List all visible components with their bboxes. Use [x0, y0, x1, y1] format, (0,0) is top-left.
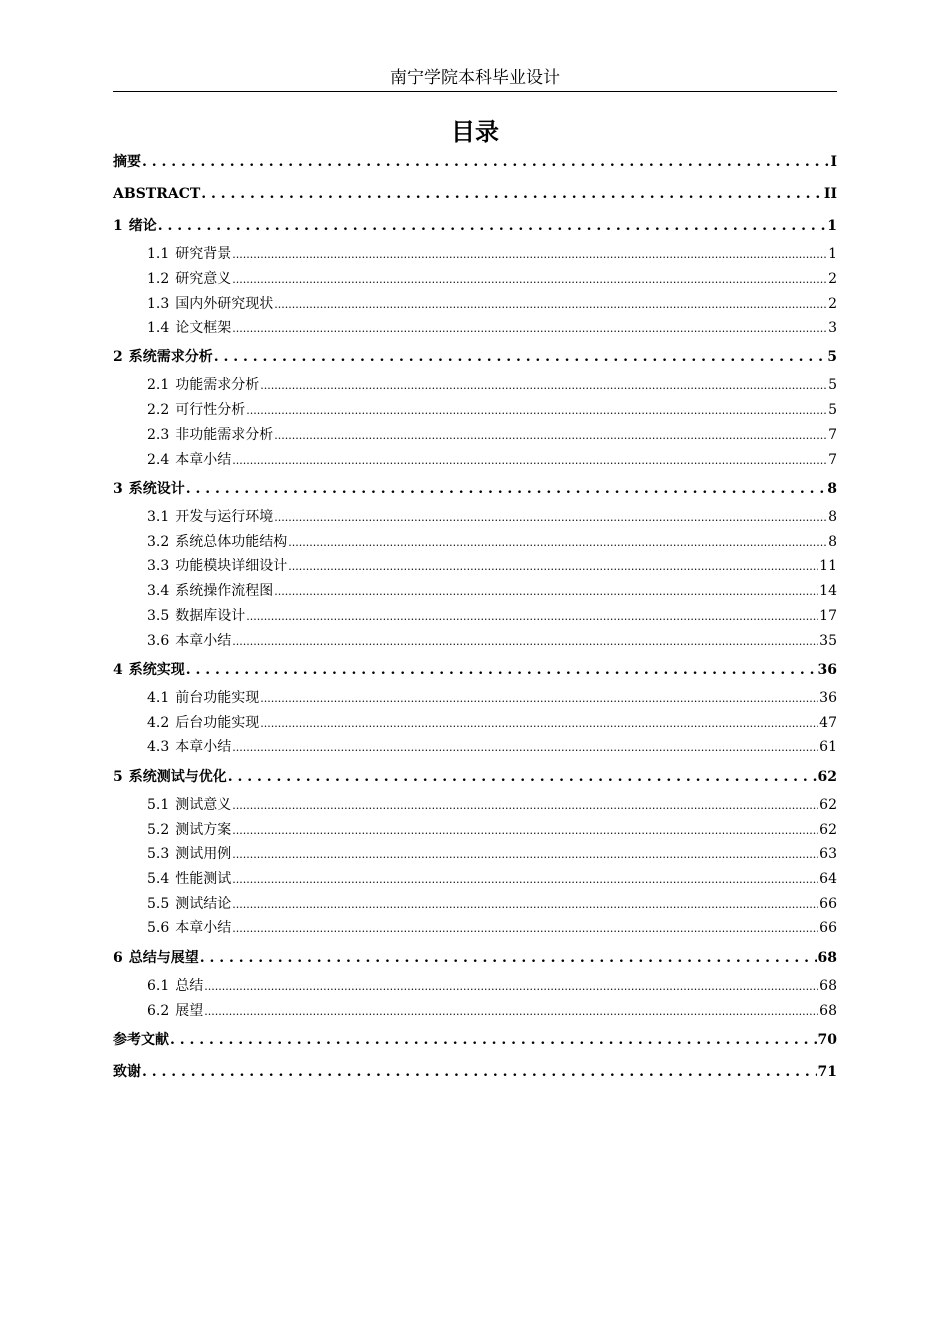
toc-entry-text: 前台功能实现: [175, 690, 260, 706]
toc-entry-number: 4: [113, 662, 123, 678]
toc-entry-text: 展望: [175, 1003, 204, 1019]
toc-entry-number: 5: [113, 769, 123, 785]
toc-dot-leader: [274, 581, 818, 602]
toc-entry-label: [147, 737, 231, 757]
toc-entry[interactable]: [113, 347, 837, 367]
toc-entry-text: 测试用例: [175, 846, 232, 862]
toc-page-number: 70: [817, 1032, 837, 1048]
toc-entry[interactable]: [147, 375, 837, 395]
toc-entry-text: 测试结论: [175, 896, 232, 912]
toc-entry[interactable]: [147, 737, 837, 757]
toc-entry-number: 1.4: [147, 320, 170, 336]
toc-entry[interactable]: [147, 450, 837, 470]
toc-entry-label: [147, 606, 245, 626]
toc-entry-text: 系统实现: [128, 662, 185, 678]
toc-entry[interactable]: [147, 269, 837, 289]
toc-entry-text: 研究背景: [175, 246, 232, 262]
toc-entry-label: [113, 347, 213, 367]
toc-page-number: 62: [817, 769, 837, 785]
toc-entry-number: 2.2: [147, 402, 170, 418]
toc-entry[interactable]: [113, 152, 837, 172]
toc-entry[interactable]: [147, 294, 837, 314]
toc-page-number: 3: [828, 320, 837, 336]
toc-entry[interactable]: [147, 581, 837, 601]
toc-title: 目录: [451, 118, 499, 146]
toc-entry[interactable]: [113, 216, 837, 236]
toc-entry-number: 1.3: [147, 296, 170, 312]
toc-entry-text: 本章小结: [175, 633, 232, 649]
toc-entry-number: 3.4: [147, 583, 170, 599]
toc-entry-number: 3.6: [147, 633, 170, 649]
toc-entry-label: [113, 948, 199, 968]
toc-entry[interactable]: [147, 556, 837, 576]
toc-entry-number: 1: [113, 218, 123, 234]
toc-entry-label: [147, 918, 231, 938]
toc-entry-label: [147, 1001, 203, 1021]
toc-page-number: 68: [819, 978, 837, 994]
toc-page-number: 5: [828, 402, 837, 418]
toc-dot-leader: [186, 479, 827, 499]
toc-entry-label: [147, 244, 231, 264]
toc-page-number: 8: [827, 481, 837, 497]
toc-entry-text: 国内外研究现状: [175, 296, 274, 312]
toc-dot-leader: [246, 400, 827, 421]
toc-page-number: 7: [828, 427, 837, 443]
toc-dot-leader: [232, 795, 818, 816]
toc-page-number: 35: [819, 633, 837, 649]
toc-entry-text: 测试意义: [175, 797, 232, 813]
toc-dot-leader: [260, 375, 827, 396]
toc-entry[interactable]: [147, 688, 837, 708]
toc-entry-label: [113, 767, 227, 787]
toc-dot-leader: [232, 244, 827, 265]
toc-entry-text: 非功能需求分析: [175, 427, 274, 443]
toc-dot-leader: [232, 318, 827, 339]
toc-entry-label: [147, 269, 231, 289]
toc-entry[interactable]: [147, 713, 837, 733]
toc-entry-text: 数据库设计: [175, 608, 246, 624]
toc-dot-leader: [214, 347, 827, 367]
toc-entry-label: [147, 318, 231, 338]
toc-entry-text: 开发与运行环境: [175, 509, 274, 525]
toc-entry[interactable]: [113, 1062, 837, 1082]
toc-page-number: 63: [819, 846, 837, 862]
toc-page-number: 66: [819, 896, 837, 912]
toc-dot-leader: [170, 1030, 817, 1050]
toc-entry-number: 3.3: [147, 558, 170, 574]
toc-page-number: 8: [828, 509, 837, 525]
toc-entry-number: 3.5: [147, 608, 170, 624]
toc-dot-leader: [288, 532, 827, 553]
toc-entry[interactable]: [147, 894, 837, 914]
toc-entry-text: 绪论: [128, 218, 157, 234]
toc-entry-number: 5.3: [147, 846, 170, 862]
toc-page-number: 7: [828, 452, 837, 468]
toc-entry[interactable]: [147, 318, 837, 338]
toc-dot-leader: [142, 1062, 817, 1082]
toc-entry-text: ABSTRACT: [113, 186, 201, 202]
toc-entry-label: [147, 375, 259, 395]
toc-page-number: 36: [817, 662, 837, 678]
toc-entry[interactable]: [147, 606, 837, 626]
toc-entry-text: 总结: [175, 978, 204, 994]
toc-entry-label: [147, 425, 273, 445]
toc-entry[interactable]: [147, 400, 837, 420]
toc-entry[interactable]: [147, 507, 837, 527]
toc-dot-leader: [246, 606, 818, 627]
toc-page-number: 17: [819, 608, 837, 624]
toc-page-number: 68: [817, 950, 837, 966]
toc-entry[interactable]: [147, 918, 837, 938]
toc-dot-leader: [201, 184, 823, 204]
toc-entry-text: 性能测试: [175, 871, 232, 887]
toc-entry-text: 系统需求分析: [128, 349, 213, 365]
toc-entry-label: [147, 688, 259, 708]
toc-entry-label: [147, 507, 273, 527]
header-rule: [113, 91, 837, 92]
toc-entry-number: 2: [113, 349, 123, 365]
toc-entry-text: 本章小结: [175, 739, 232, 755]
toc-page-number: I: [830, 154, 837, 170]
toc-page-number: 68: [819, 1003, 837, 1019]
toc-dot-leader: [232, 844, 818, 865]
toc-entry-label: [113, 1062, 141, 1082]
toc-entry-text: 系统总体功能结构: [175, 534, 288, 550]
toc-entry-label: [147, 450, 231, 470]
toc-entry-number: 6: [113, 950, 123, 966]
toc-page-number: 36: [819, 690, 837, 706]
toc-entry-number: 6.1: [147, 978, 170, 994]
toc-entry-text: 摘要: [113, 154, 141, 170]
toc-entry-text: 系统设计: [128, 481, 185, 497]
toc-dot-leader: [228, 767, 817, 787]
toc-dot-leader: [232, 737, 818, 758]
toc-entry-label: [147, 532, 287, 552]
toc-entry-label: [147, 400, 245, 420]
toc-entry[interactable]: [147, 820, 837, 840]
toc-entry-number: 4.3: [147, 739, 170, 755]
toc-page-number: 2: [828, 296, 837, 312]
toc-entry[interactable]: [147, 1001, 837, 1021]
toc-entry-number: 5.6: [147, 920, 170, 936]
toc-page-number: 71: [817, 1064, 837, 1080]
toc-entry-label: [113, 1030, 169, 1050]
toc-page-number: 1: [827, 218, 837, 234]
toc-entry-text: 本章小结: [175, 452, 232, 468]
toc-page-number: 5: [827, 349, 837, 365]
toc-entry-label: [147, 294, 273, 314]
toc-entry-number: 2.4: [147, 452, 170, 468]
toc-page-number: II: [823, 186, 837, 202]
toc-dot-leader: [274, 507, 827, 528]
toc-entry[interactable]: [147, 869, 837, 889]
toc-entry[interactable]: [147, 244, 837, 264]
toc-entry-number: 2.3: [147, 427, 170, 443]
toc-entry[interactable]: [147, 795, 837, 815]
toc-dot-leader: [232, 450, 827, 471]
toc-entry-text: 研究意义: [175, 271, 232, 287]
toc-page-number: 14: [819, 583, 837, 599]
toc-page-number: 64: [819, 871, 837, 887]
toc-entry-number: 5.2: [147, 822, 170, 838]
toc-entry[interactable]: [113, 948, 837, 968]
toc-entry-number: 4.1: [147, 690, 170, 706]
toc-entry[interactable]: [147, 425, 837, 445]
toc-page-number: 66: [819, 920, 837, 936]
toc-page-number: 47: [819, 715, 837, 731]
toc-entry[interactable]: [147, 532, 837, 552]
toc-entry-text: 后台功能实现: [175, 715, 260, 731]
toc-page-number: 5: [828, 377, 837, 393]
toc-entry-label: [113, 152, 141, 172]
toc-dot-leader: [232, 918, 818, 939]
toc-entry-text: 功能模块详细设计: [175, 558, 288, 574]
toc-page-number: 62: [819, 797, 837, 813]
toc-entry-label: [113, 216, 157, 236]
toc-page-number: 62: [819, 822, 837, 838]
toc-dot-leader: [232, 820, 818, 841]
toc-entry-number: 2.1: [147, 377, 170, 393]
toc-entry-text: 测试方案: [175, 822, 232, 838]
toc-entry-text: 功能需求分析: [175, 377, 260, 393]
toc-entry-number: 5.5: [147, 896, 170, 912]
toc-entry-number: 4.2: [147, 715, 170, 731]
toc-dot-leader: [260, 688, 818, 709]
toc-dot-leader: [204, 1001, 818, 1022]
toc-entry-number: 3: [113, 481, 123, 497]
toc-dot-leader: [232, 631, 818, 652]
toc-entry-label: [147, 713, 259, 733]
toc-entry[interactable]: [113, 479, 837, 499]
toc-entry[interactable]: [113, 184, 837, 204]
toc-page-number: 2: [828, 271, 837, 287]
toc-entry-text: 本章小结: [175, 920, 232, 936]
toc-entry-label: [113, 479, 185, 499]
toc-entry-label: [147, 894, 231, 914]
toc-entry-number: 6.2: [147, 1003, 170, 1019]
toc-entry[interactable]: [147, 631, 837, 651]
toc-entry-text: 可行性分析: [175, 402, 246, 418]
toc-page-number: 8: [828, 534, 837, 550]
toc-entry[interactable]: [147, 976, 837, 996]
toc-entry-text: 论文框架: [175, 320, 232, 336]
toc-entry-label: [147, 844, 231, 864]
toc-entry-label: [147, 976, 203, 996]
toc-entry-text: 总结与展望: [128, 950, 199, 966]
toc-dot-leader: [260, 713, 818, 734]
toc-dot-leader: [274, 425, 827, 446]
toc-entry-text: 致谢: [113, 1064, 141, 1080]
toc-entry-label: [147, 869, 231, 889]
toc-dot-leader: [200, 948, 817, 968]
toc-entry[interactable]: [113, 1030, 837, 1050]
toc-entry-text: 系统测试与优化: [128, 769, 227, 785]
toc-page-number: 1: [828, 246, 837, 262]
toc-entry-number: 1.1: [147, 246, 170, 262]
toc-entry-text: 参考文献: [113, 1032, 169, 1048]
toc-dot-leader: [186, 660, 817, 680]
toc-dot-leader: [204, 976, 818, 997]
toc-entry-label: [147, 581, 273, 601]
toc-dot-leader: [158, 216, 827, 236]
toc-entry-label: [147, 795, 231, 815]
toc-entry-number: 3.2: [147, 534, 170, 550]
toc-entry[interactable]: [147, 844, 837, 864]
toc-dot-leader: [232, 894, 818, 915]
page-header: 南宁学院本科毕业设计: [390, 68, 560, 88]
toc-dot-leader: [142, 152, 829, 172]
toc-page-number: 11: [819, 558, 837, 574]
toc-entry-number: 1.2: [147, 271, 170, 287]
toc-entry-number: 5.1: [147, 797, 170, 813]
toc-dot-leader: [274, 294, 827, 315]
toc-entry[interactable]: [113, 767, 837, 787]
toc-entry-number: 3.1: [147, 509, 170, 525]
toc-page-number: 61: [819, 739, 837, 755]
toc-entry-number: 5.4: [147, 871, 170, 887]
toc-dot-leader: [232, 269, 827, 290]
toc-entry-label: [147, 631, 231, 651]
toc-entry-label: [113, 660, 185, 680]
toc-dot-leader: [232, 869, 818, 890]
toc-dot-leader: [288, 556, 818, 577]
toc-entry-label: [113, 184, 200, 204]
toc-entry[interactable]: [113, 660, 837, 680]
toc-entry-label: [147, 820, 231, 840]
toc-entry-label: [147, 556, 287, 576]
toc-entry-text: 系统操作流程图: [175, 583, 274, 599]
